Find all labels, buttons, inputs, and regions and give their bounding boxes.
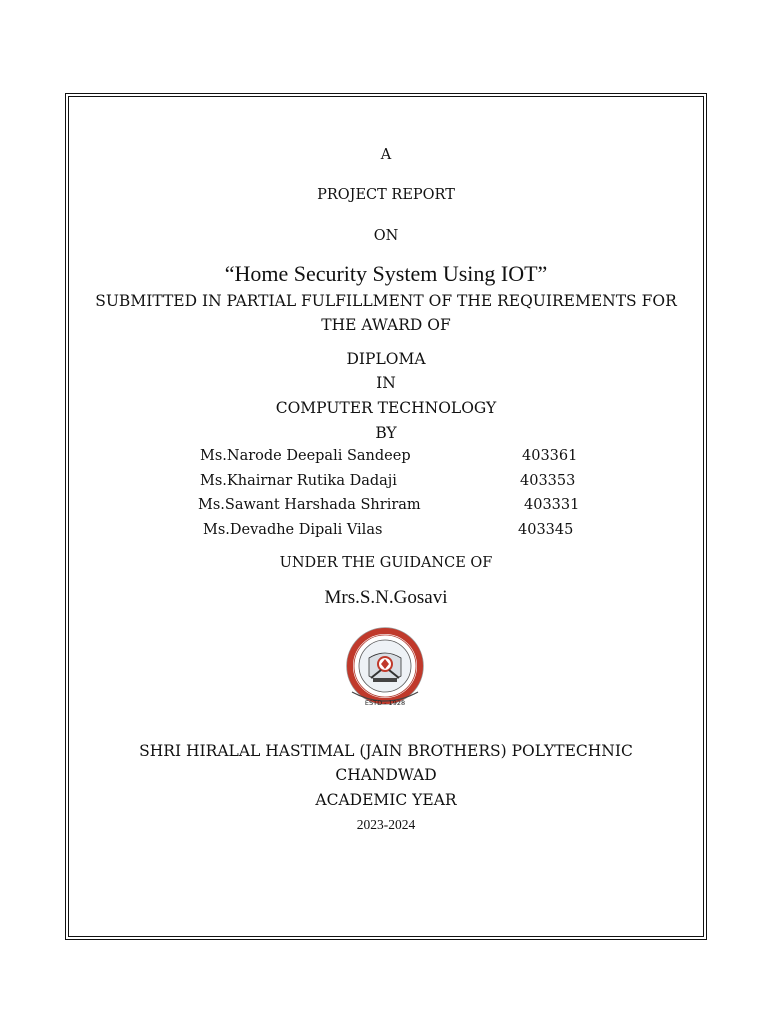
student-name: Ms.Khairnar Rutika Dadaji [200, 473, 397, 489]
page-border-inner [68, 96, 704, 937]
student-roll: 403345 [518, 522, 574, 538]
student-name: Ms.Sawant Harshada Shriram [198, 497, 421, 513]
line-a: A [380, 147, 392, 163]
student-name: Ms.Narode Deepali Sandeep [200, 448, 411, 464]
department-label: COMPUTER TECHNOLOGY [275, 399, 497, 417]
in-label: IN [376, 374, 396, 392]
guidance-label: UNDER THE GUIDANCE OF [279, 555, 493, 571]
project-title: “Home Security System Using IOT” [224, 261, 548, 286]
on-label: ON [373, 228, 399, 244]
submitted-line-1: SUBMITTED IN PARTIAL FULFILLMENT OF THE REQUIREMENTS FOR [95, 292, 677, 310]
guide-name: Mrs.S.N.Gosavi [324, 587, 448, 608]
student-roll: 403361 [522, 448, 578, 464]
institute-name: SHRI HIRALAL HASTIMAL (JAIN BROTHERS) POLYTECHNIC [139, 742, 633, 760]
logo-estd-text: ESTD - 1928 [364, 699, 406, 707]
academic-year-value: 2023-2024 [356, 817, 416, 832]
by-label: BY [375, 424, 397, 442]
submitted-line-2: THE AWARD OF [321, 316, 451, 334]
student-roll: 403353 [520, 473, 576, 489]
student-name: Ms.Devadhe Dipali Vilas [203, 522, 383, 538]
city-name: CHANDWAD [335, 766, 437, 784]
diploma-label: DIPLOMA [346, 350, 426, 368]
project-report-heading: PROJECT REPORT [317, 187, 455, 203]
institute-logo-seal [343, 626, 427, 710]
academic-year-label: ACADEMIC YEAR [315, 791, 457, 809]
student-roll: 403331 [524, 497, 580, 513]
